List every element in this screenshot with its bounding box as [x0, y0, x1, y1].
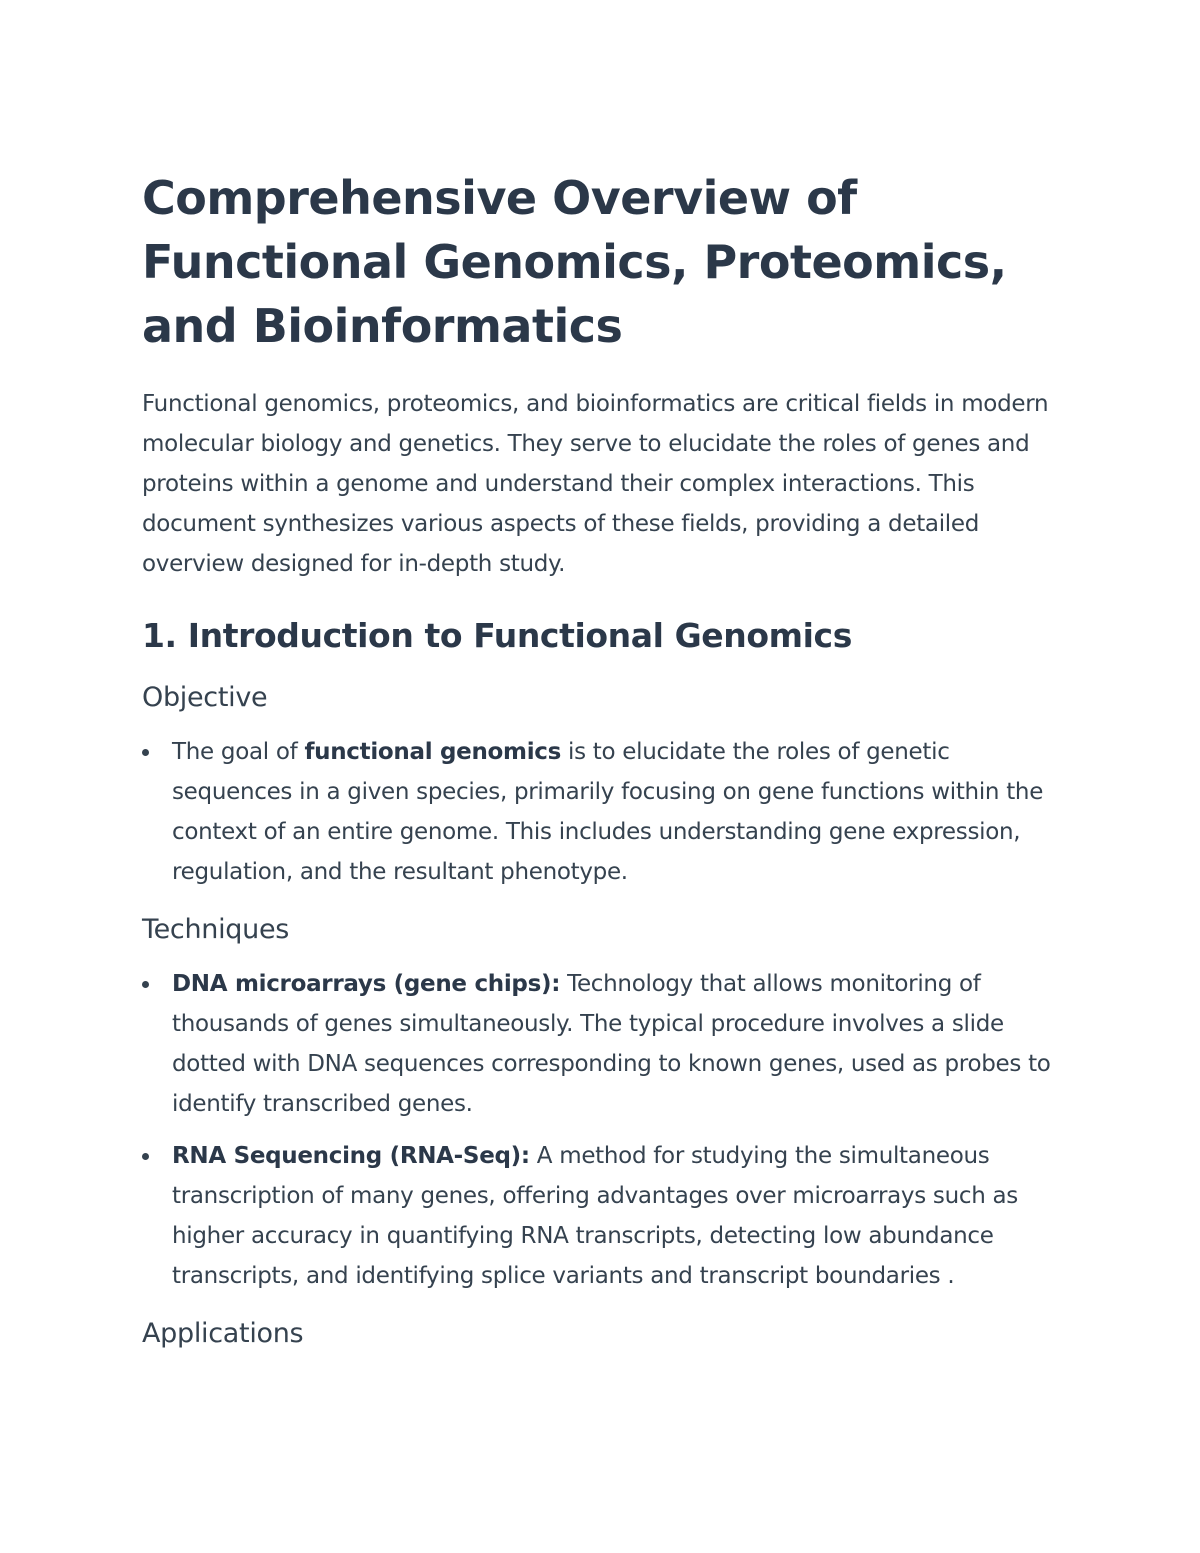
document-title: Comprehensive Overview of Functional Genomics, Proteomics, and Bioinformatics [142, 171, 1007, 353]
objective-list [142, 732, 1054, 892]
bold-term: RNA Sequencing (RNA-Seq): [172, 1143, 530, 1169]
subheading-objective: Objective [142, 682, 268, 713]
list-item: The goal of functional genomics is to elucidate the roles of genetic sequences in a given species, primarily focusing on gene functions within the context of an entire genome. This includes understanding gene expression, regulation, and the resultant phenotype. [142, 732, 1054, 892]
section-heading-functional-genomics: 1. Introduction to Functional Genomics [142, 616, 852, 655]
subheading-techniques: Techniques [142, 914, 290, 945]
bold-term: DNA microarrays (gene chips): [172, 971, 561, 997]
bullet-icon [142, 981, 149, 988]
bold-term: functional genomics [304, 739, 562, 765]
bullet-icon [142, 1153, 149, 1160]
techniques-list [142, 964, 1054, 1296]
subheading-applications: Applications [142, 1318, 304, 1349]
document-page [142, 166, 1054, 1354]
intro-paragraph: Functional genomics, proteomics, and bioinformatics are critical fields in modern molecular biology and genetics. They serve to elucidate the roles of genes and proteins within a genome and understand their complex interactions. This document synthesizes various aspects of these fields, providing a detailed overview designed for in-depth study. [142, 391, 1049, 577]
bullet-icon [142, 749, 149, 756]
list-item: RNA Sequencing (RNA-Seq): A method for studying the simultaneous transcription of many genes, offering advantages over microarrays such as higher accuracy in quantifying RNA transcripts, detecting low abundance transcripts, and identifying splice variants and transcript boundaries . [142, 1136, 1054, 1296]
list-item: DNA microarrays (gene chips): Technology that allows monitoring of thousands of genes simultaneously. The typical procedure involves a slide dotted with DNA sequences corresponding to known genes, used as probes to identify transcribed genes. [142, 964, 1054, 1124]
